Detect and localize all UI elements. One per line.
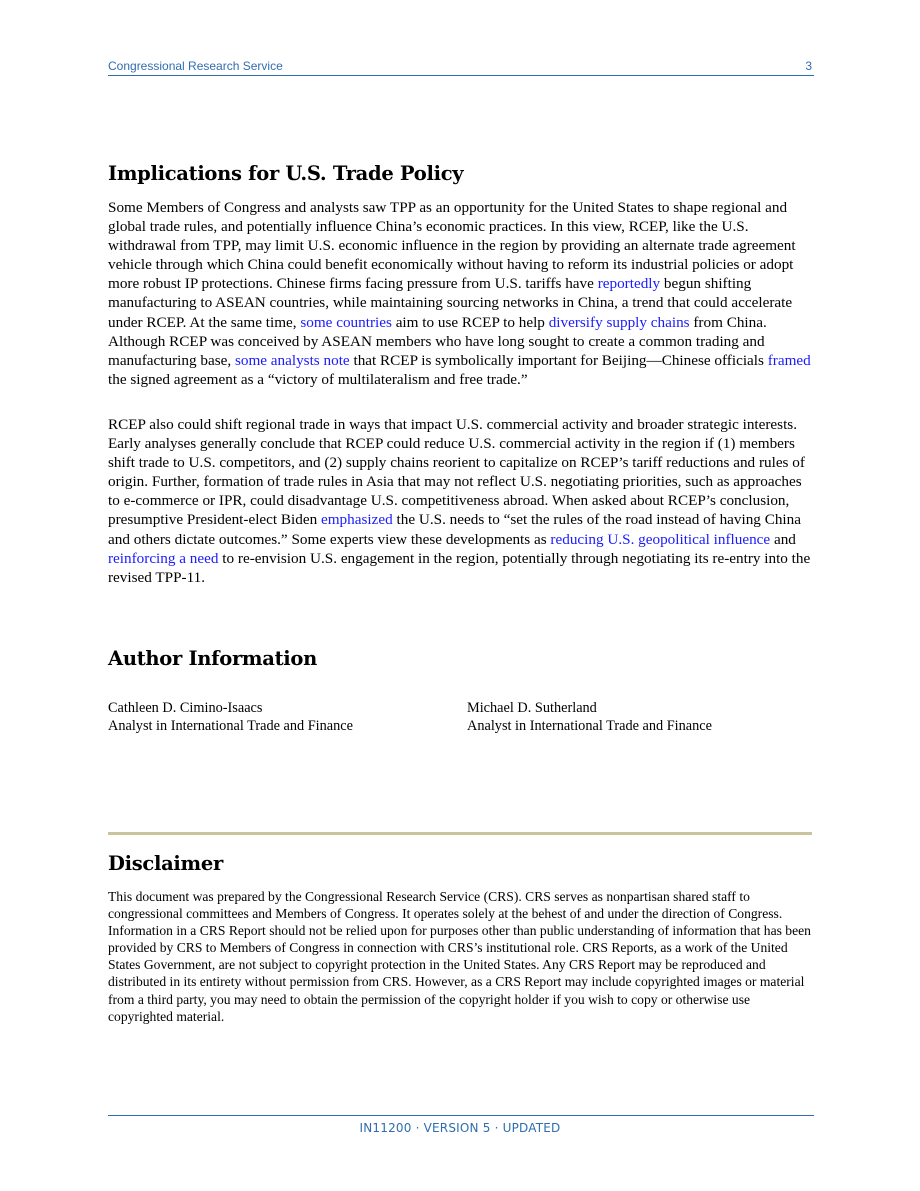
section-title-author-information: Author Information [108, 647, 317, 670]
link-some-analysts-note[interactable]: some analysts note [234, 351, 350, 369]
author-card [467, 699, 712, 735]
page-header [108, 58, 814, 76]
footer-report-id: IN11200 · VERSION 5 · UPDATED [359, 1121, 561, 1135]
section-title-disclaimer: Disclaimer [108, 852, 223, 875]
author-name: Michael D. Sutherland [467, 700, 597, 716]
paragraph-1: Some Members of Congress and analysts saw TPP as an opportunity for the United States to shape regional and global trade rules, and potentially influence China’s economic practices. In this view, RCEP, like the U.S. withdrawal from TPP, may limit U.S. economic influence in the region by providing an alternate trade agreement vehicle through which China could benefit economically without having to reform its industrial policies or adopt more robust IP protections. Chinese firms facing pressure from U.S. tariffs have reportedly begun shifting manufacturing to ASEAN countries, while maintaining sourcing networks in China, a trend that could accelerate under RCEP. At the same time, some countries aim to use RCEP to help diversify supply chains from China. Although RCEP was conceived by ASEAN members who have long sought to create a common trading and manufacturing base, some analysts note that RCEP is symbolically important for Beijing—Chinese officials framed the signed agreement as a “victory of multilateralism and free trade.” [108, 199, 811, 388]
author-name: Cathleen D. Cimino-Isaacs [108, 700, 263, 716]
link-some-countries[interactable]: some countries [300, 313, 392, 331]
author-role: Analyst in International Trade and Finance [108, 718, 353, 734]
section-title-trade-policy: Implications for U.S. Trade Policy [108, 162, 464, 185]
link-reportedly[interactable]: reportedly [597, 275, 661, 293]
section-divider [108, 832, 812, 835]
page-number: 3 [805, 59, 812, 73]
disclaimer-text: This document was prepared by the Congressional Research Service (CRS). CRS serves as nonpartisan shared staff to congressional committees and Members of Congress. It operates solely at the behest of and under the direction of Congress. Information in a CRS Report should not be relied upon for purposes other than public understanding of information that has been provided by CRS to Members of Congress in connection with CRS’s institutional role. CRS Reports, as a work of the United States Government, are not subject to copyright protection in the United States. Any CRS Report may be reproduced and distributed in its entirety without permission from CRS. However, as a CRS Report may include copyrighted images or material from a third party, you may need to obtain the permission of the copyright holder if you wish to copy or otherwise use copyrighted material. [108, 889, 811, 1024]
link-diversify-supply-chains[interactable]: diversify supply chains [548, 313, 690, 331]
link-framed[interactable]: framed [767, 351, 811, 369]
link-reducing-geopolitical-influence[interactable]: reducing U.S. geopolitical influence [550, 530, 771, 548]
author-card [108, 699, 353, 735]
paragraph-2: RCEP also could shift regional trade in ways that impact U.S. commercial activity and broader strategic interests. Early analyses generally conclude that RCEP could reduce U.S. commercial activity in the region if (1) members shift trade to U.S. competitors, and (2) supply chains reorient to capitalize on RCEP’s tariff reductions and rules of origin. Further, formation of trade rules in Asia that may not reflect U.S. negotiating priorities, such as approaches to e-commerce or IPR, could disadvantage U.S. competitiveness abroad. When asked about RCEP’s conclusion, presumptive President-elect Biden emphasized the U.S. needs to “set the rules of the road instead of having China and others dictate outcomes.” Some experts view these developments as reducing U.S. geopolitical influence and reinforcing a need to re-envision U.S. engagement in the region, potentially through negotiating its re-entry into the revised TPP-11. [108, 416, 811, 586]
author-role: Analyst in International Trade and Finance [467, 718, 712, 734]
link-emphasized[interactable]: emphasized [321, 511, 393, 529]
link-reinforcing-a-need[interactable]: reinforcing a need [108, 549, 219, 567]
header-source: Congressional Research Service [108, 59, 283, 73]
footer-divider [108, 1115, 814, 1116]
